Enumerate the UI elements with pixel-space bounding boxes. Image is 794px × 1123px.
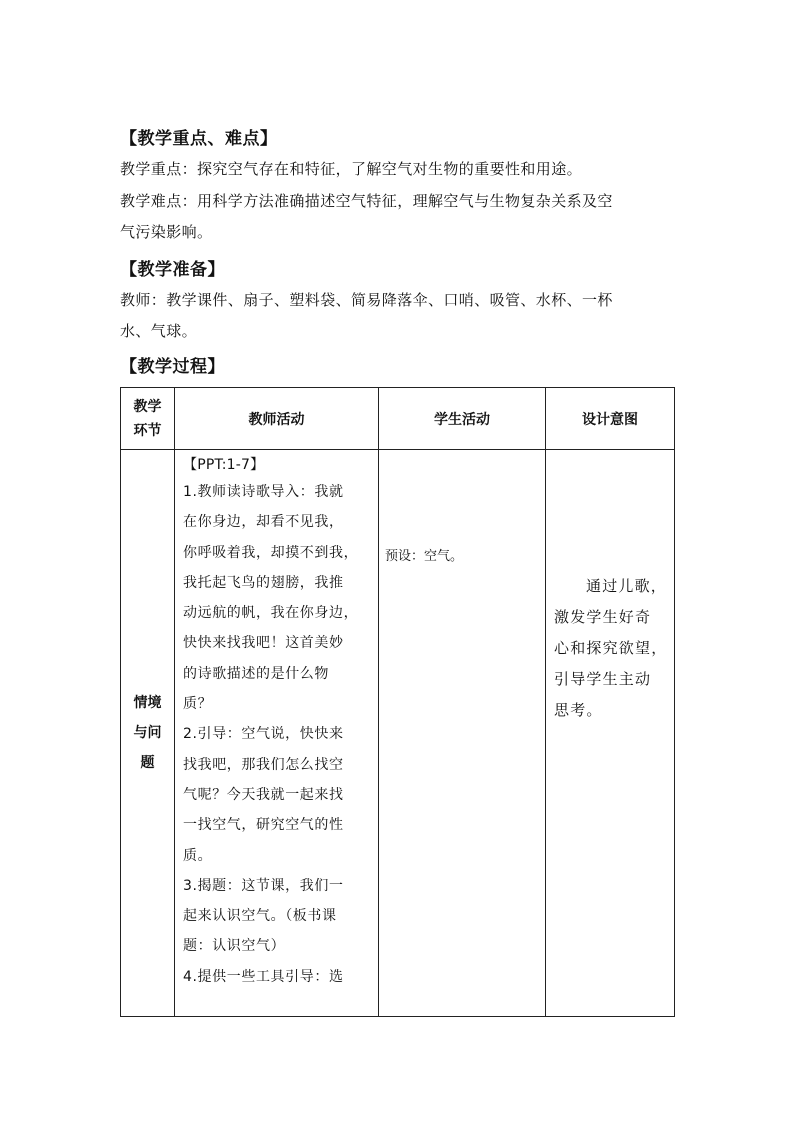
teacher-line: 题：认识空气） (183, 938, 286, 955)
teacher-line: 2.引导：空气说，快快来 (183, 726, 344, 743)
teacher-line: 质？ (183, 696, 213, 713)
teacher-line: 的诗歌描述的是什么物 (183, 665, 329, 682)
student-activity-cell (379, 450, 546, 1017)
preparation-text-line1: 教师：教学课件、扇子、塑料袋、简易降落伞、口哨、吸管、水杯、一杯 (120, 291, 613, 309)
teacher-line: 快快来找我吧！这首美妙 (183, 635, 344, 652)
teacher-line: 质。 (183, 847, 213, 864)
design-intent-cell (546, 450, 675, 1017)
heading-preparation: 【教学准备】 (120, 260, 225, 280)
stage-line3: 题 (140, 755, 155, 771)
header-stage-line1: 教学 (133, 398, 162, 415)
teacher-line: 1.教师读诗歌导入：我就 (183, 484, 344, 500)
header-teacher-activity: 教师活动 (175, 388, 379, 450)
teacher-line: 我托起飞鸟的翅膀，我推 (183, 574, 344, 591)
teacher-line: 你呼吸着我，却摸不到我， (183, 544, 359, 561)
teaching-difficulty-text-line1: 教学难点：用科学方法准确描述空气特征，理解空气与生物复杂关系及空 (120, 192, 613, 210)
teacher-line: 在你身边，却看不见我， (183, 514, 344, 531)
teacher-line: 动远航的帆，我在你身边， (183, 605, 359, 622)
intent-line: 激发学生好奇 (554, 608, 652, 626)
teacher-line: 起来认识空气。（板书课 (183, 908, 337, 925)
stage-cell (121, 450, 175, 1017)
lesson-process-table (120, 387, 675, 1017)
heading-process: 【教学过程】 (120, 357, 225, 377)
teacher-activity-cell (175, 450, 379, 1017)
intent-line: 心和探究欲望， (554, 639, 668, 657)
intent-line: 通过儿歌， (586, 577, 668, 595)
ppt-tag: 【PPT:1-7】 (183, 457, 265, 473)
header-student-activity: 学生活动 (379, 388, 546, 450)
teacher-line: 4.提供一些工具引导：选 (183, 968, 344, 985)
header-stage-line2: 环节 (133, 422, 162, 439)
teaching-difficulty-text-line2: 气污染影响。 (120, 223, 213, 241)
table-header-row (121, 388, 675, 450)
teacher-line: 3.揭题：这节课，我们一 (183, 877, 344, 894)
teacher-line: 找我吧，那我们怎么找空 (183, 756, 344, 773)
stage-line2: 与问 (133, 725, 162, 741)
teacher-line: 气呢？今天我就一起来找 (183, 786, 344, 803)
student-activity-text: 预设：空气。 (385, 549, 464, 564)
teacher-line: 一找空气，研究空气的性 (183, 817, 344, 834)
header-stage (121, 388, 175, 450)
intent-line: 思考。 (554, 701, 603, 719)
table-row (121, 450, 675, 1017)
header-design-intent: 设计意图 (546, 388, 675, 450)
intent-line: 引导学生主动 (554, 670, 652, 688)
teaching-focus-text: 教学重点：探究空气存在和特征，了解空气对生物的重要性和用途。 (120, 160, 583, 178)
preparation-text-line2: 水、气球。 (120, 322, 198, 340)
stage-line1: 情境 (133, 695, 162, 711)
heading-key-points: 【教学重点、难点】 (120, 129, 278, 149)
